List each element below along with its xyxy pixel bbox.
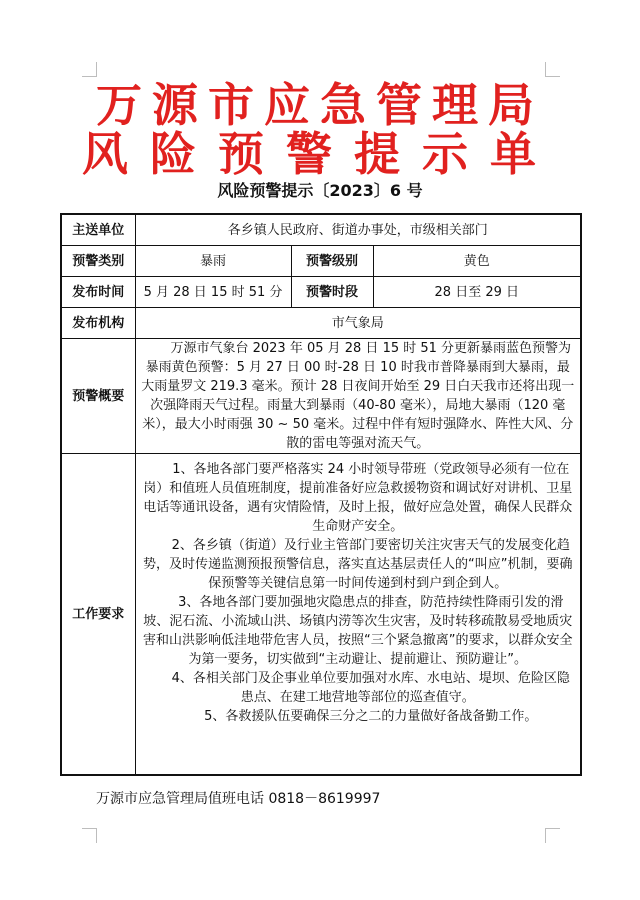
warning-type-label: 预警类别 xyxy=(61,246,135,277)
document-title-line2: 风险预警提示单 xyxy=(82,127,558,181)
requirement-item: 3、各地各部门要加强地灾隐患点的排查，防范持续性降雨引发的滑坡、泥石流、小流域山洪、场镇内涝等次生灾害，及时转移疏散易受地质灾害和山洪影响低洼地带危害人员，按照“三个紧急撤离”的要求，以群众安全为第一要务，切实做到“主动避让、提前避让、预防避让”。 xyxy=(143,595,573,667)
recipient-value: 各乡镇人民政府、街道办事处，市级相关部门 xyxy=(135,214,581,246)
warning-level-value: 黄色 xyxy=(373,246,581,277)
warning-level-label: 预警级别 xyxy=(291,246,373,277)
issuer-label: 发布机构 xyxy=(61,308,135,339)
summary-cell xyxy=(135,339,581,454)
recipient-label: 主送单位 xyxy=(61,214,135,246)
document-title-line1: 万源市应急管理局 xyxy=(96,78,544,132)
requirements-label: 工作要求 xyxy=(61,454,135,776)
requirement-item: 5、各救援队伍要确保三分之二的力量做好备战备勤工作。 xyxy=(204,709,538,724)
document-number: 风险预警提示〔2023〕6 号 xyxy=(217,181,423,200)
warning-period-value: 28 日至 29 日 xyxy=(373,277,581,308)
requirement-item: 2、各乡镇（街道）及行业主管部门要密切关注灾害天气的发展变化趋势，及时传递监测预报预警信息，落实直达基层责任人的“叫应”机制，要确保预警等关键信息第一时间传递到村到户到企到人。 xyxy=(143,538,573,591)
issue-time-label: 发布时间 xyxy=(61,277,135,308)
warning-table xyxy=(60,213,582,776)
issuer-value: 市气象局 xyxy=(135,308,581,339)
crop-mark-bottom-right xyxy=(545,828,560,843)
requirements-cell xyxy=(135,454,581,776)
summary-label: 预警概要 xyxy=(61,339,135,454)
summary-text: 万源市气象台 2023 年 05 月 28 日 15 时 51 分更新暴雨蓝色预警为暴雨黄色预警：5 月 27 日 00 时-28 日 10 时我市普降暴雨到大暴雨，最大雨量罗文 219.3 毫米。预计 28 日夜间开始至 29 日白天我市还将出现一次强降雨天气过程。雨量大到暴雨（40-80 毫米），局地大暴雨（120 毫米），最大小时雨强 30 ~ 50 毫米。过程中伴有短时强降水、阵性大风、分散的雷电等强对流天气。 xyxy=(141,341,575,451)
warning-type-value: 暴雨 xyxy=(135,246,291,277)
table-row-recipient xyxy=(61,214,581,246)
requirement-item: 1、各地各部门要严格落实 24 小时领导带班（党政领导必须有一位在岗）和值班人员值班制度，提前准备好应急救援物资和调试好对讲机、卫星电话等通讯设备，遇有灾情险情，及时上报，做好应急处置，确保人民群众生命财产安全。 xyxy=(143,462,573,534)
issue-time-value: 5 月 28 日 15 时 51 分 xyxy=(135,277,291,308)
duty-phone: 万源市应急管理局值班电话 0818－8619997 xyxy=(96,791,381,807)
table-row-summary xyxy=(61,339,581,454)
table-row-type-level xyxy=(61,246,581,277)
table-row-time-period xyxy=(61,277,581,308)
table-row-issuer xyxy=(61,308,581,339)
warning-period-label: 预警时段 xyxy=(291,277,373,308)
crop-mark-top-right xyxy=(545,62,560,77)
crop-mark-bottom-left xyxy=(82,828,97,843)
requirement-item: 4、各相关部门及企事业单位要加强对水库、水电站、堤坝、危险区隐患点、在建工地营地等部位的巡查值守。 xyxy=(171,671,570,705)
table-row-requirements xyxy=(61,454,581,776)
crop-mark-top-left xyxy=(82,62,97,77)
